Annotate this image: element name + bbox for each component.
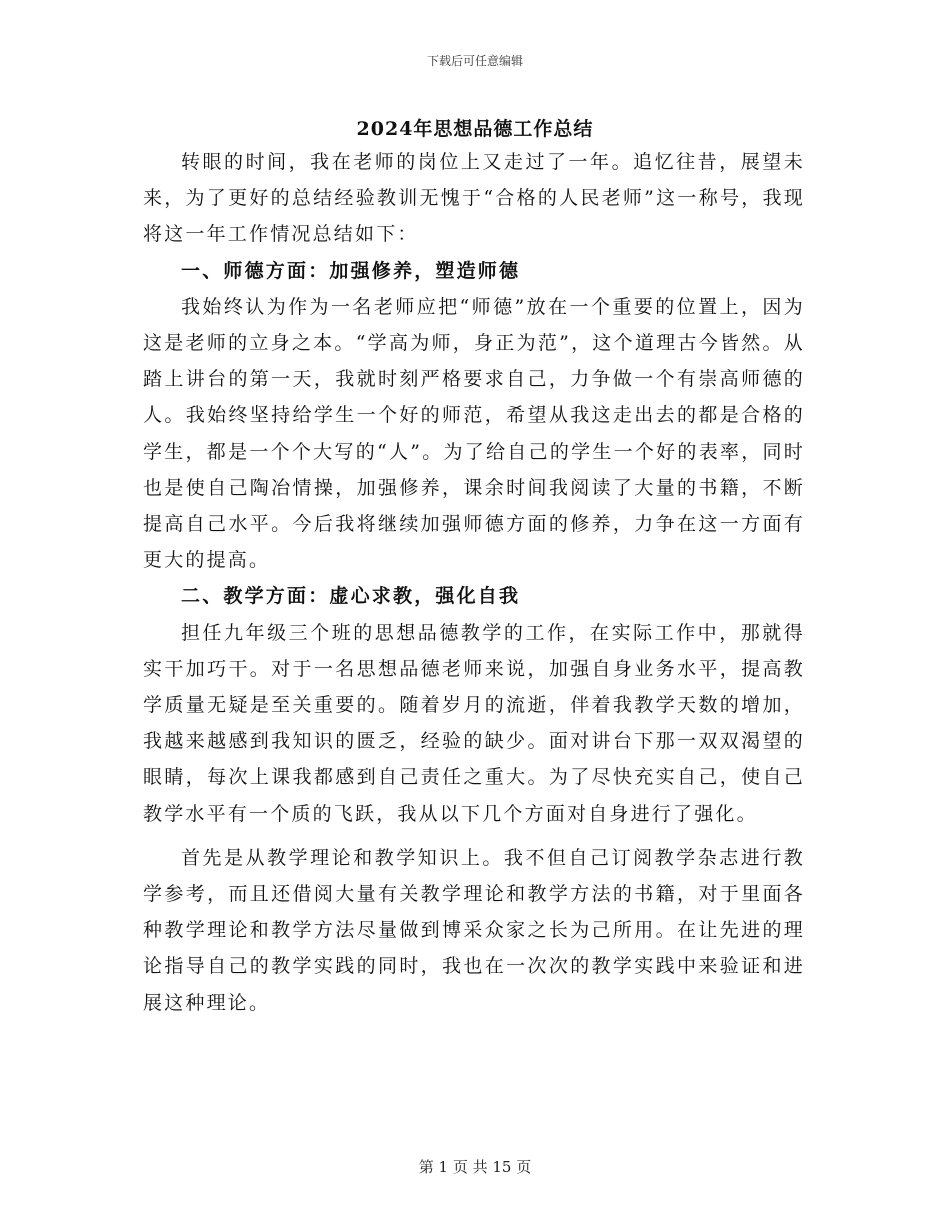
header-note: 下载后可任意编辑 [426, 54, 523, 68]
ethics-paragraph: 我始终认为作为一名老师应把“师德”放在一个重要的位置上，因为这是老师的立身之本。“学高为师，身正为范”，这个道理古今皆然。从踏上讲台的第一天，我就时刻严格要求自己，力争做一个有崇高师德的人。我始终坚持给学生一个好的师范，希望从我这走出去的都是合格的学生，都是一个个大写的“人”。为了给自己的学生一个好的表率，同时也是使自己陶冶情操，加强修养，课余时间我阅读了大量的书籍，不断提高自己水平。今后我将继续加强师德方面的修养，力争在这一方面有更大的提高。 [143, 295, 805, 572]
teaching-paragraph: 担任九年级三个班的思想品德教学的工作，在实际工作中，那就得实干加巧干。对于一名思想品德老师来说，加强自身业务水平，提高教学质量无疑是至关重要的。随着岁月的流逝，伴着我教学天数的增加，我越来越感到我知识的匮乏，经验的缺少。面对讲台下那一双双渴望的眼睛，每次上课我都感到自己责任之重大。为了尽快充实自己，使自己教学水平有一个质的飞跃，我从以下几个方面对自身进行了强化。 [143, 621, 805, 825]
page-number: 第 1 页 共 15 页 [418, 1158, 532, 1176]
document-title: 2024年思想品德工作总结 [356, 118, 594, 140]
section-heading-teaching: 二、教学方面：虚心求教，强化自我 [181, 585, 521, 608]
section-heading-ethics: 一、师德方面：加强修养，塑造师德 [181, 259, 521, 282]
intro-paragraph: 转眼的时间，我在老师的岗位上又走过了一年。追忆往昔，展望未来，为了更好的总结经验教训无愧于“合格的人民老师”这一称号，我现将这一年工作情况总结如下： [143, 151, 805, 246]
theory-paragraph: 首先是从教学理论和教学知识上。我不但自己订阅教学杂志进行教学参考，而且还借阅大量有关教学理论和教学方法的书籍，对于里面各种教学理论和教学方法尽量做到博采众家之长为己所用。在让先进的理论指导自己的教学实践的同时，我也在一次次的教学实践中来验证和进展这种理论。 [143, 846, 805, 1014]
document-body [143, 144, 805, 1021]
